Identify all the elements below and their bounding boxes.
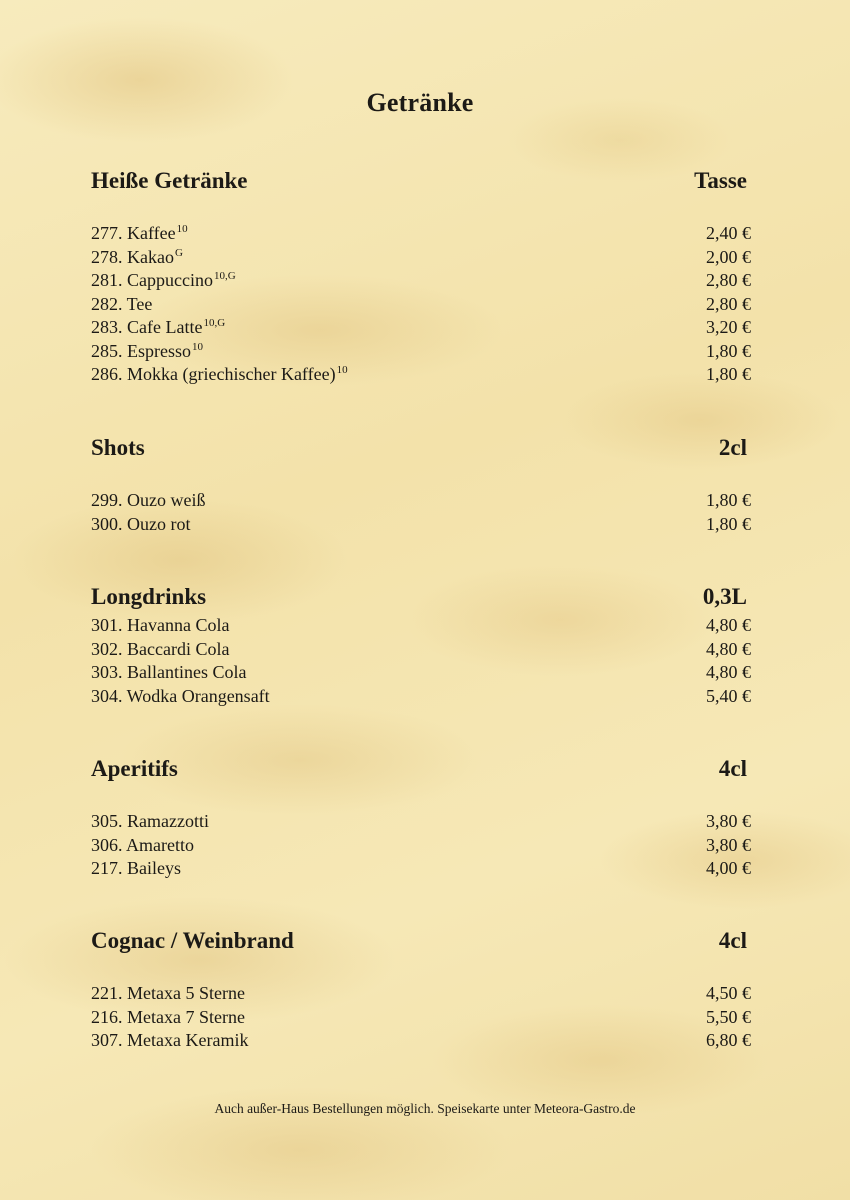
item-price: 1,80 €: [706, 364, 751, 384]
item-name: 303. Ballantines Cola: [91, 662, 247, 682]
section-longdrinks: [91, 584, 751, 708]
section-title: Cognac / Weinbrand: [91, 928, 294, 953]
menu-item-list: [91, 222, 751, 387]
section-header: [91, 435, 751, 465]
menu-item: [91, 269, 751, 293]
item-additive-note: 10: [176, 223, 188, 235]
menu-item: [91, 222, 751, 246]
item-name: 286. Mokka (griechischer Kaffee): [91, 364, 336, 384]
section-shots: [91, 435, 751, 536]
item-name: 283. Cafe Latte: [91, 317, 203, 337]
item-name: 300. Ouzo rot: [91, 513, 191, 534]
item-additive-note: G: [174, 246, 183, 259]
section-cognac: [91, 928, 751, 1053]
item-price: 1,80 €: [706, 340, 751, 361]
section-header: [91, 928, 751, 958]
item-additive-note: 10,G: [213, 270, 236, 282]
section-title: Shots: [91, 435, 145, 460]
menu-item: [91, 316, 751, 340]
item-price: 4,80 €: [706, 662, 751, 682]
menu-item: [91, 363, 751, 387]
section-title: Longdrinks: [91, 584, 207, 609]
section-header: [91, 584, 751, 614]
item-price: 1,80 €: [706, 513, 751, 534]
item-price: 3,80 €: [706, 811, 751, 831]
item-name: 281. Cappuccino: [91, 270, 213, 290]
item-name: 306. Amaretto: [91, 834, 194, 855]
item-name: 221. Metaxa 5 Sterne: [91, 983, 245, 1003]
section-unit: 4cl: [718, 756, 747, 781]
menu-item-list: [91, 489, 751, 536]
item-price: 4,00 €: [706, 858, 751, 878]
item-price: 2,80 €: [706, 270, 751, 290]
item-price: 5,50 €: [706, 1006, 751, 1027]
menu-item: [91, 340, 751, 364]
section-title: Heiße Getränke: [91, 168, 248, 193]
section-header: [91, 168, 751, 198]
item-name: 301. Havanna Cola: [91, 615, 230, 635]
item-name: 305. Ramazzotti: [91, 811, 209, 831]
menu-item: [91, 685, 751, 709]
item-additive-note: 10: [192, 340, 203, 353]
item-name: 277. Kaffee: [91, 223, 176, 243]
menu-item-list: [91, 810, 751, 881]
item-price: 2,40 €: [706, 223, 751, 243]
menu-item: [91, 834, 751, 858]
section-unit: 2cl: [718, 435, 747, 460]
menu-item-list: [91, 614, 751, 708]
item-price: 2,80 €: [706, 293, 751, 314]
menu-item: [91, 1029, 751, 1053]
item-price: 4,80 €: [706, 638, 751, 659]
menu-item: [91, 246, 751, 270]
footer-note: Auch außer-Haus Bestellungen möglich. Speisekarte unter Meteora-Gastro.de: [214, 1101, 636, 1116]
item-price: 2,00 €: [706, 246, 751, 267]
menu-item: [91, 1006, 751, 1030]
item-name: 278. Kakao: [91, 246, 174, 267]
item-name: 307. Metaxa Keramik: [91, 1030, 249, 1050]
item-name: 282. Tee: [91, 293, 153, 314]
menu-item: [91, 638, 751, 662]
section-unit: Tasse: [694, 168, 747, 193]
page-title: Getränke: [366, 88, 474, 117]
section-title: Aperitifs: [91, 756, 178, 781]
item-price: 1,80 €: [706, 490, 751, 510]
section-unit: 0,3L: [702, 584, 747, 609]
section-hot-drinks: [91, 168, 751, 387]
menu-item: [91, 489, 751, 513]
item-price: 4,80 €: [706, 615, 751, 635]
section-header: [91, 756, 751, 786]
item-price: 5,40 €: [706, 685, 751, 706]
menu-item: [91, 810, 751, 834]
item-price: 4,50 €: [706, 983, 751, 1003]
menu-item: [91, 614, 751, 638]
item-additive-note: 10: [336, 364, 348, 376]
section-unit: 4cl: [718, 928, 747, 953]
menu-item: [91, 857, 751, 881]
item-name: 304. Wodka Orangensaft: [91, 685, 270, 706]
item-additive-note: 10,G: [203, 317, 226, 329]
item-name: 302. Baccardi Cola: [91, 638, 230, 659]
item-price: 3,80 €: [706, 834, 751, 855]
menu-item: [91, 661, 751, 685]
item-price: 3,20 €: [706, 317, 751, 337]
item-name: 216. Metaxa 7 Sterne: [91, 1006, 245, 1027]
item-name: 285. Espresso: [91, 340, 191, 361]
section-aperitifs: [91, 756, 751, 881]
menu-item: [91, 513, 751, 537]
item-price: 6,80 €: [706, 1030, 751, 1050]
menu-item: [91, 293, 751, 317]
menu-item: [91, 982, 751, 1006]
item-name: 217. Baileys: [91, 858, 181, 878]
menu-item-list: [91, 982, 751, 1053]
item-name: 299. Ouzo weiß: [91, 490, 206, 510]
